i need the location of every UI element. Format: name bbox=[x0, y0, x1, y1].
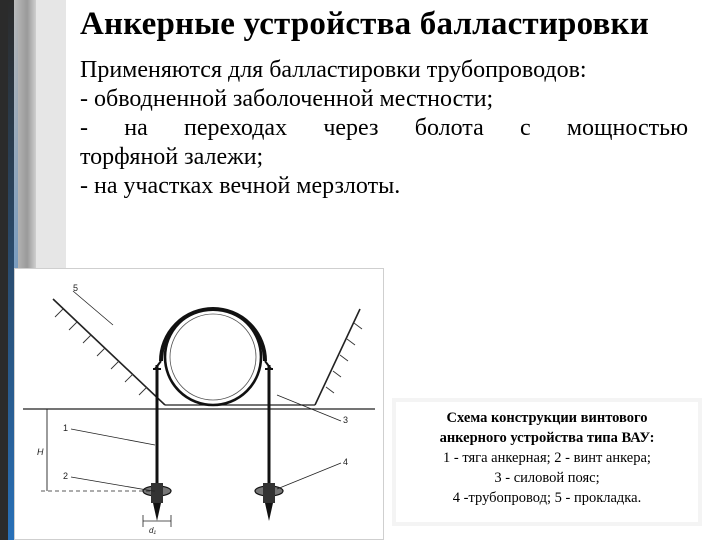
screw-hub-right bbox=[263, 483, 275, 503]
label-d1: d₁ bbox=[149, 526, 156, 535]
trench-left-slope bbox=[53, 299, 165, 405]
anchor-tip-right bbox=[265, 503, 273, 521]
figure-caption bbox=[396, 402, 698, 522]
anchor-diagram-svg bbox=[15, 269, 383, 539]
bullet-item: - на переходах через болота с мощностью bbox=[80, 115, 688, 141]
soil-hatching-right bbox=[326, 323, 362, 393]
leader-2 bbox=[71, 477, 153, 491]
leader-3 bbox=[277, 395, 341, 421]
label-4: 4 bbox=[343, 457, 349, 467]
leader-4 bbox=[277, 463, 341, 489]
bullet-item-continuation: торфяной залежи; bbox=[80, 144, 264, 170]
bullet-item: - обводненной заболоченной местности; bbox=[80, 86, 494, 112]
label-5: 5 bbox=[73, 283, 79, 293]
caption-title-line1: Схема конструкции винтового bbox=[446, 410, 648, 426]
anchor-diagram bbox=[14, 268, 384, 540]
caption-line3: 4 -трубопровод; 5 - прокладка. bbox=[452, 490, 642, 506]
leader-1 bbox=[71, 429, 155, 445]
label-1: 1 bbox=[63, 423, 69, 433]
intro-text: Применяются для балластировки трубопроводов: bbox=[80, 57, 587, 83]
screw-hub-left bbox=[151, 483, 163, 503]
caption-line1: 1 - тяга анкерная; 2 - винт анкера; bbox=[443, 450, 651, 466]
bullet-item: - на участках вечной мерзлоты. bbox=[80, 173, 401, 199]
anchor-tip-left bbox=[153, 503, 161, 521]
slide-title: Анкерные устройства балластировки bbox=[80, 6, 649, 42]
label-3: 3 bbox=[343, 415, 349, 425]
label-2: 2 bbox=[63, 471, 69, 481]
label-h: H bbox=[37, 447, 44, 457]
leader-5 bbox=[73, 291, 113, 325]
caption-line2: 3 - силовой пояс; bbox=[494, 470, 600, 486]
trench-right-slope bbox=[315, 309, 360, 405]
slide-body bbox=[80, 56, 688, 201]
caption-title-line2: анкерного устройства типа ВАУ: bbox=[439, 430, 655, 446]
soil-hatching-left bbox=[55, 309, 147, 395]
